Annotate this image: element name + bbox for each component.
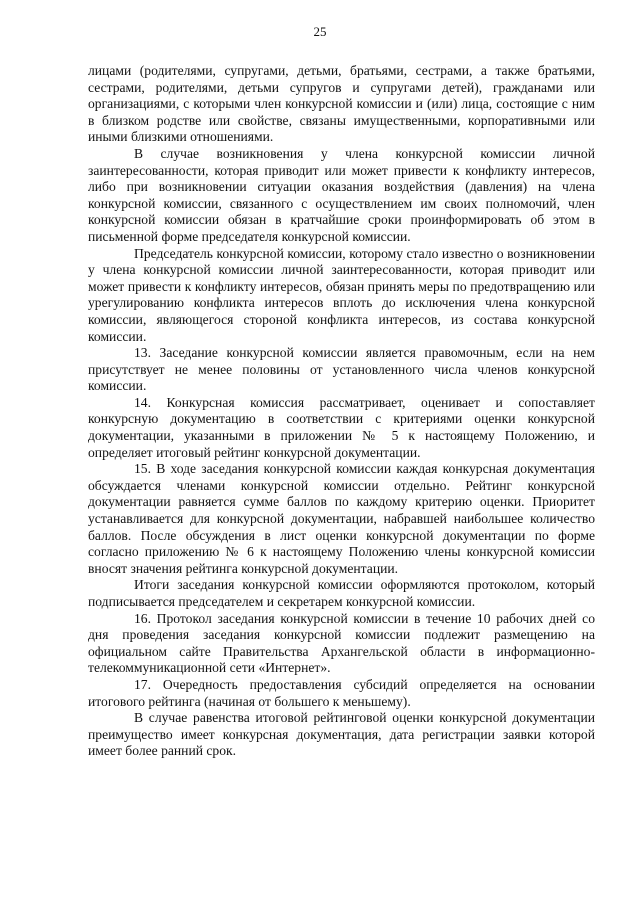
paragraph-item-14: 14. Конкурсная комиссия рассматривает, оценивает и сопоставляет конкурсную документацию в соответствии с критериями оценки конкурсной документации, указанными в приложении № 5 к настоящему Положению, и определяет итоговый рейтинг конкурсной документации. — [88, 394, 595, 460]
paragraph-meeting-results: Итоги заседания конкурсной комиссии оформляются протоколом, который подписывается председателем и секретарем конкурсной комиссии. — [88, 577, 595, 609]
paragraph-continuation: лицами (родителями, супругами, детьми, братьями, сестрами, а также братьями, сестрами, родителями, детьми супругов и супругами детей), гражданами или организациями, с которыми член конкурсной комиссии и (или) лица, состоящие с ним в близком родстве или свойстве, связаны имущественными, корпоративными или иными близкими отношениями. — [88, 63, 595, 145]
paragraph-chairman-measures: Председатель конкурсной комиссии, которому стало известно о возникновении у члена конкурсной комиссии личной заинтересованности, которая приводит или может привести к конфликту интересов, обязан принять меры по предотвращению или урегулированию конфликта интересов вплоть до исключения члена конкурсной комиссии, являющегося стороной конфликта интересов, из состава конкурсной комиссии. — [88, 245, 595, 344]
paragraph-item-16: 16. Протокол заседания конкурсной комиссии в течение 10 рабочих дней со дня проведения заседания конкурсной комиссии подлежит размещению на официальном сайте Правительства Архангельской области в информационно-телекоммуникационной сети «Интернет». — [88, 610, 595, 676]
page-number: 25 — [313, 24, 327, 39]
paragraph-item-13: 13. Заседание конкурсной комиссии является правомочным, если на нем присутствует не менее половины от установленного числа членов конкурсной комиссии. — [88, 345, 595, 394]
document-body — [88, 63, 595, 760]
paragraph-item-15: 15. В ходе заседания конкурсной комиссии каждая конкурсная документация обсуждается членами конкурсной комиссии отдельно. Рейтинг конкурсной документации равняется сумме баллов по каждому критерию оценки. Приоритет устанавливается для конкурсной документации, набравшей наибольшее количество баллов. После обсуждения в лист оценки конкурсной документации по форме согласно приложению № 6 к настоящему Положению члены конкурсной комиссии вносят значения рейтинга конкурсной документации. — [88, 461, 595, 576]
paragraph-conflict-notification: В случае возникновения у члена конкурсной комиссии личной заинтересованности, которая приводит или может привести к конфликту интересов, либо при возникновении ситуации оказания воздействия (давления) на члена конкурсной комиссии, связанного с осуществлением им своих полномочий, член конкурсной комиссии обязан в кратчайшие сроки проинформировать об этом в письменной форме председателя конкурсной комиссии. — [88, 145, 595, 244]
paragraph-item-17: 17. Очередность предоставления субсидий определяется на основании итогового рейтинга (начиная от большего к меньшему). — [88, 676, 595, 709]
paragraph-equal-rating: В случае равенства итоговой рейтинговой оценки конкурсной документации преимущество имеет конкурсная документация, дата регистрации заявки которой имеет более ранний срок. — [88, 710, 595, 759]
